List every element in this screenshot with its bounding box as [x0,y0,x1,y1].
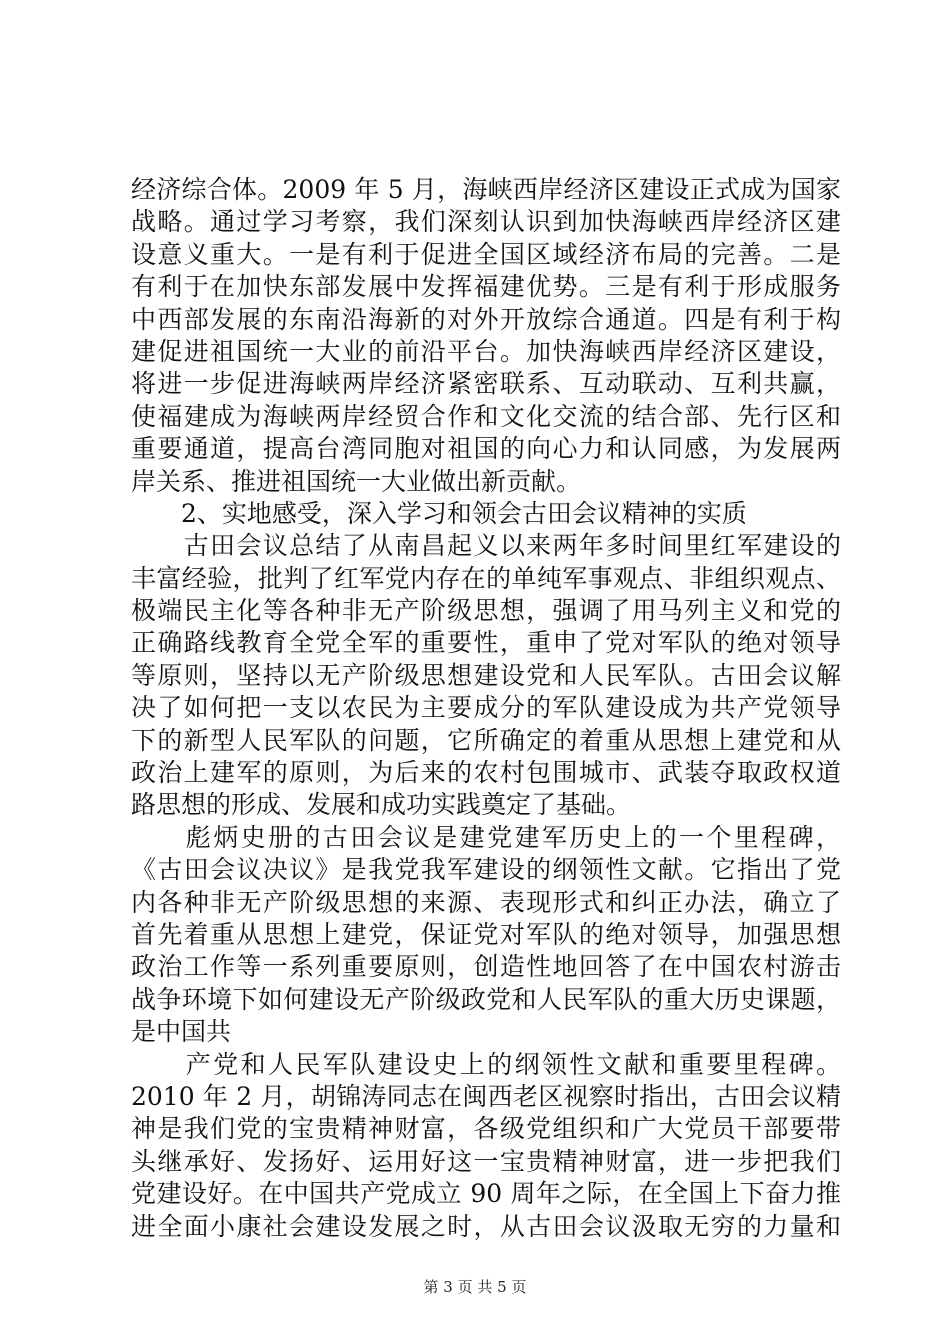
text-line: 设意义重大。一是有利于促进全国区域经济布局的完善。二是 [131,239,841,269]
text-line: 使福建成为海峡两岸经贸合作和文化交流的结合部、先行区和 [131,401,841,431]
text-line: 下的新型人民军队的问题，它所确定的着重从思想上建党和从 [131,725,841,755]
text-line: 中西部发展的东南沿海新的对外开放综合通道。四是有利于构 [131,304,841,334]
text-line: 2010 年 2 月，胡锦涛同志在闽西老区视察时指出，古田会议精 [131,1081,841,1111]
text-line: 战略。通过学习考察，我们深刻认识到加快海峡西岸经济区建 [131,207,841,237]
text-line: 丰富经验，批判了红军党内存在的单纯军事观点、非组织观点、 [131,563,841,593]
text-line: 党建设好。在中国共产党成立 90 周年之际，在全国上下奋力推 [131,1179,841,1209]
text-line: 进全面小康社会建设发展之时，从古田会议汲取无穷的力量和 [131,1211,841,1241]
text-line: 首先着重从思想上建党，保证党对军队的绝对领导，加强思想 [131,919,841,949]
text-line: 极端民主化等各种非无产阶级思想，强调了用马列主义和党的 [131,596,841,626]
text-line: 彪炳史册的古田会议是建党建军历史上的一个里程碑， [131,822,841,852]
text-line: 古田会议总结了从南昌起义以来两年多时间里红军建设的 [131,531,841,561]
page-footer: 第 3 页 共 5 页 [423,1278,527,1296]
text-line: 政治工作等一系列重要原则，创造性地回答了在中国农村游击 [131,952,841,982]
text-line: 神是我们党的宝贵精神财富，各级党组织和广大党员干部要带 [131,1114,841,1144]
text-line: 战争环境下如何建设无产阶级政党和人民军队的重大历史课题， [131,984,841,1014]
text-line: 重要通道，提高台湾同胞对祖国的向心力和认同感，为发展两 [131,434,841,464]
text-line: 岸关系、推进祖国统一大业做出新贡献。 [131,466,582,496]
text-line: 经济综合体。2009 年 5 月，海峡西岸经济区建设正式成为国家 [131,175,841,204]
document-body [131,174,841,1243]
text-line: 正确路线教育全党全军的重要性，重申了党对军队的绝对领导 [131,628,841,658]
text-line: 政治上建军的原则，为后来的农村包围城市、武装夺取政权道 [131,758,841,788]
text-line: 头继承好、发扬好、运用好这一宝贵精神财富，进一步把我们 [131,1146,841,1176]
text-line: 产党和人民军队建设史上的纲领性文献和重要里程碑。 [131,1049,841,1079]
text-line: 等原则，坚持以无产阶级思想建设党和人民军队。古田会议解 [131,660,841,690]
text-line: 2、实地感受，深入学习和领会古田会议精神的实质 [131,498,747,528]
text-line: 是中国共 [131,1017,232,1047]
text-line: 路思想的形成、发展和成功实践奠定了基础。 [131,790,632,820]
text-line: 有利于在加快东部发展中发挥福建优势。三是有利于形成服务 [131,272,841,302]
text-line: 建促进祖国统一大业的前沿平台。加快海峡西岸经济区建设， [131,336,841,366]
text-line: 内各种非无产阶级思想的来源、表现形式和纠正办法，确立了 [131,887,841,917]
text-line: 《古田会议决议》是我党我军建设的纲领性文献。它指出了党 [131,855,841,885]
text-line: 决了如何把一支以农民为主要成分的军队建设成为共产党领导 [131,693,841,723]
text-line: 将进一步促进海峡两岸经济紧密联系、互动联动、互利共赢， [131,369,841,399]
